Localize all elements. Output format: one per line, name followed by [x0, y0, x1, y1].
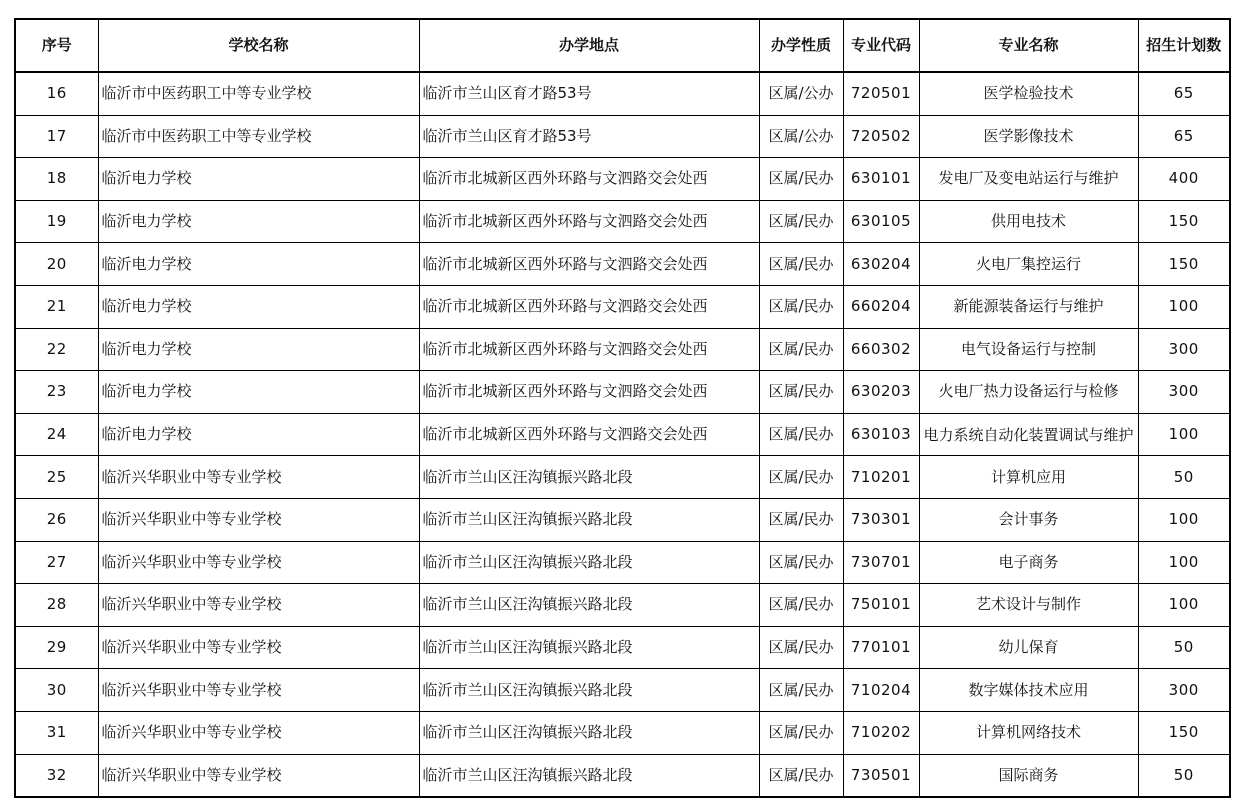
cell-major-code: 660302 — [843, 328, 919, 371]
cell-enrollment-plan: 150 — [1138, 711, 1230, 754]
cell-major-code: 730501 — [843, 754, 919, 797]
table-row — [15, 541, 1230, 584]
cell-serial-no: 22 — [15, 328, 98, 371]
header-school-name: 学校名称 — [98, 19, 419, 72]
cell-school-name: 临沂市中医药职工中等专业学校 — [98, 115, 419, 158]
cell-school-type: 区属/民办 — [759, 626, 843, 669]
cell-school-name: 临沂兴华职业中等专业学校 — [98, 456, 419, 499]
cell-major-code: 730301 — [843, 498, 919, 541]
cell-enrollment-plan: 300 — [1138, 371, 1230, 414]
cell-serial-no: 26 — [15, 498, 98, 541]
cell-enrollment-plan: 100 — [1138, 584, 1230, 627]
cell-address: 临沂市北城新区西外环路与文泗路交会处西 — [419, 285, 759, 328]
table-row — [15, 498, 1230, 541]
cell-major-name: 计算机应用 — [919, 456, 1138, 499]
cell-school-name: 临沂电力学校 — [98, 328, 419, 371]
header-major-name: 专业名称 — [919, 19, 1138, 72]
cell-major-name: 会计事务 — [919, 498, 1138, 541]
table-row — [15, 243, 1230, 286]
table-body — [15, 72, 1230, 797]
enrollment-table — [14, 18, 1231, 798]
header-address: 办学地点 — [419, 19, 759, 72]
cell-major-name: 数字媒体技术应用 — [919, 669, 1138, 712]
cell-school-name: 临沂兴华职业中等专业学校 — [98, 584, 419, 627]
table-row — [15, 626, 1230, 669]
table-row — [15, 200, 1230, 243]
cell-enrollment-plan: 100 — [1138, 285, 1230, 328]
cell-address: 临沂市兰山区汪沟镇振兴路北段 — [419, 456, 759, 499]
cell-serial-no: 18 — [15, 158, 98, 201]
cell-enrollment-plan: 300 — [1138, 328, 1230, 371]
table-header — [15, 19, 1230, 72]
cell-school-type: 区属/公办 — [759, 115, 843, 158]
cell-major-code: 710202 — [843, 711, 919, 754]
cell-major-name: 幼儿保育 — [919, 626, 1138, 669]
cell-address: 临沂市兰山区育才路53号 — [419, 115, 759, 158]
table-row — [15, 711, 1230, 754]
cell-school-name: 临沂电力学校 — [98, 371, 419, 414]
cell-serial-no: 24 — [15, 413, 98, 456]
table-row — [15, 72, 1230, 115]
cell-enrollment-plan: 300 — [1138, 669, 1230, 712]
cell-school-type: 区属/民办 — [759, 413, 843, 456]
cell-school-type: 区属/民办 — [759, 285, 843, 328]
cell-enrollment-plan: 50 — [1138, 754, 1230, 797]
cell-serial-no: 28 — [15, 584, 98, 627]
cell-enrollment-plan: 100 — [1138, 498, 1230, 541]
header-enrollment-plan: 招生计划数 — [1138, 19, 1230, 72]
cell-school-type: 区属/民办 — [759, 200, 843, 243]
cell-enrollment-plan: 50 — [1138, 456, 1230, 499]
cell-major-code: 630203 — [843, 371, 919, 414]
cell-address: 临沂市兰山区汪沟镇振兴路北段 — [419, 498, 759, 541]
cell-address: 临沂市北城新区西外环路与文泗路交会处西 — [419, 328, 759, 371]
cell-school-name: 临沂兴华职业中等专业学校 — [98, 754, 419, 797]
cell-school-type: 区属/民办 — [759, 456, 843, 499]
cell-school-type: 区属/民办 — [759, 584, 843, 627]
cell-school-type: 区属/民办 — [759, 754, 843, 797]
cell-school-name: 临沂兴华职业中等专业学校 — [98, 626, 419, 669]
cell-school-type: 区属/民办 — [759, 498, 843, 541]
cell-major-code: 630105 — [843, 200, 919, 243]
cell-address: 临沂市兰山区汪沟镇振兴路北段 — [419, 626, 759, 669]
cell-address: 临沂市北城新区西外环路与文泗路交会处西 — [419, 200, 759, 243]
table-row — [15, 669, 1230, 712]
cell-school-type: 区属/民办 — [759, 328, 843, 371]
cell-serial-no: 25 — [15, 456, 98, 499]
cell-address: 临沂市北城新区西外环路与文泗路交会处西 — [419, 158, 759, 201]
cell-school-name: 临沂电力学校 — [98, 413, 419, 456]
cell-school-type: 区属/民办 — [759, 371, 843, 414]
header-row — [15, 19, 1230, 72]
cell-school-type: 区属/民办 — [759, 158, 843, 201]
cell-serial-no: 16 — [15, 72, 98, 115]
cell-serial-no: 20 — [15, 243, 98, 286]
cell-school-name: 临沂兴华职业中等专业学校 — [98, 541, 419, 584]
cell-major-code: 660204 — [843, 285, 919, 328]
cell-address: 临沂市兰山区汪沟镇振兴路北段 — [419, 541, 759, 584]
cell-serial-no: 30 — [15, 669, 98, 712]
cell-major-name: 计算机网络技术 — [919, 711, 1138, 754]
cell-major-name: 国际商务 — [919, 754, 1138, 797]
table-row — [15, 456, 1230, 499]
cell-address: 临沂市北城新区西外环路与文泗路交会处西 — [419, 243, 759, 286]
cell-major-name: 电力系统自动化装置调试与维护 — [919, 413, 1138, 456]
cell-school-name: 临沂兴华职业中等专业学校 — [98, 498, 419, 541]
cell-serial-no: 32 — [15, 754, 98, 797]
cell-major-name: 火电厂集控运行 — [919, 243, 1138, 286]
cell-school-name: 临沂市中医药职工中等专业学校 — [98, 72, 419, 115]
cell-address: 临沂市兰山区汪沟镇振兴路北段 — [419, 711, 759, 754]
cell-major-name: 火电厂热力设备运行与检修 — [919, 371, 1138, 414]
cell-address: 临沂市兰山区汪沟镇振兴路北段 — [419, 584, 759, 627]
cell-enrollment-plan: 400 — [1138, 158, 1230, 201]
cell-address: 临沂市兰山区汪沟镇振兴路北段 — [419, 669, 759, 712]
cell-major-code: 710201 — [843, 456, 919, 499]
cell-school-name: 临沂电力学校 — [98, 158, 419, 201]
cell-school-name: 临沂兴华职业中等专业学校 — [98, 711, 419, 754]
cell-major-code: 710204 — [843, 669, 919, 712]
cell-school-name: 临沂兴华职业中等专业学校 — [98, 669, 419, 712]
enrollment-sheet — [14, 18, 1229, 798]
cell-serial-no: 23 — [15, 371, 98, 414]
cell-serial-no: 29 — [15, 626, 98, 669]
cell-address: 临沂市北城新区西外环路与文泗路交会处西 — [419, 371, 759, 414]
cell-school-name: 临沂电力学校 — [98, 200, 419, 243]
cell-school-type: 区属/民办 — [759, 541, 843, 584]
cell-serial-no: 19 — [15, 200, 98, 243]
cell-major-code: 630103 — [843, 413, 919, 456]
cell-school-name: 临沂电力学校 — [98, 243, 419, 286]
cell-serial-no: 17 — [15, 115, 98, 158]
cell-school-name: 临沂电力学校 — [98, 285, 419, 328]
cell-major-name: 供用电技术 — [919, 200, 1138, 243]
cell-enrollment-plan: 50 — [1138, 626, 1230, 669]
cell-school-type: 区属/民办 — [759, 243, 843, 286]
cell-major-code: 630101 — [843, 158, 919, 201]
cell-enrollment-plan: 65 — [1138, 72, 1230, 115]
cell-address: 临沂市北城新区西外环路与文泗路交会处西 — [419, 413, 759, 456]
cell-school-type: 区属/公办 — [759, 72, 843, 115]
cell-major-name: 艺术设计与制作 — [919, 584, 1138, 627]
cell-major-code: 770101 — [843, 626, 919, 669]
cell-enrollment-plan: 150 — [1138, 200, 1230, 243]
cell-major-code: 720502 — [843, 115, 919, 158]
cell-major-code: 730701 — [843, 541, 919, 584]
header-school-type: 办学性质 — [759, 19, 843, 72]
cell-serial-no: 21 — [15, 285, 98, 328]
table-row — [15, 328, 1230, 371]
cell-major-code: 720501 — [843, 72, 919, 115]
cell-major-code: 630204 — [843, 243, 919, 286]
table-row — [15, 413, 1230, 456]
cell-address: 临沂市兰山区育才路53号 — [419, 72, 759, 115]
cell-school-type: 区属/民办 — [759, 669, 843, 712]
table-row — [15, 754, 1230, 797]
cell-address: 临沂市兰山区汪沟镇振兴路北段 — [419, 754, 759, 797]
cell-school-type: 区属/民办 — [759, 711, 843, 754]
table-row — [15, 158, 1230, 201]
header-serial-no: 序号 — [15, 19, 98, 72]
cell-major-name: 电子商务 — [919, 541, 1138, 584]
cell-serial-no: 31 — [15, 711, 98, 754]
cell-major-name: 医学检验技术 — [919, 72, 1138, 115]
table-row — [15, 115, 1230, 158]
cell-enrollment-plan: 150 — [1138, 243, 1230, 286]
cell-major-code: 750101 — [843, 584, 919, 627]
cell-major-name: 电气设备运行与控制 — [919, 328, 1138, 371]
cell-major-name: 新能源装备运行与维护 — [919, 285, 1138, 328]
table-row — [15, 285, 1230, 328]
cell-enrollment-plan: 100 — [1138, 541, 1230, 584]
table-row — [15, 584, 1230, 627]
table-row — [15, 371, 1230, 414]
cell-major-name: 发电厂及变电站运行与维护 — [919, 158, 1138, 201]
cell-serial-no: 27 — [15, 541, 98, 584]
header-major-code: 专业代码 — [843, 19, 919, 72]
cell-enrollment-plan: 65 — [1138, 115, 1230, 158]
cell-major-name: 医学影像技术 — [919, 115, 1138, 158]
cell-enrollment-plan: 100 — [1138, 413, 1230, 456]
